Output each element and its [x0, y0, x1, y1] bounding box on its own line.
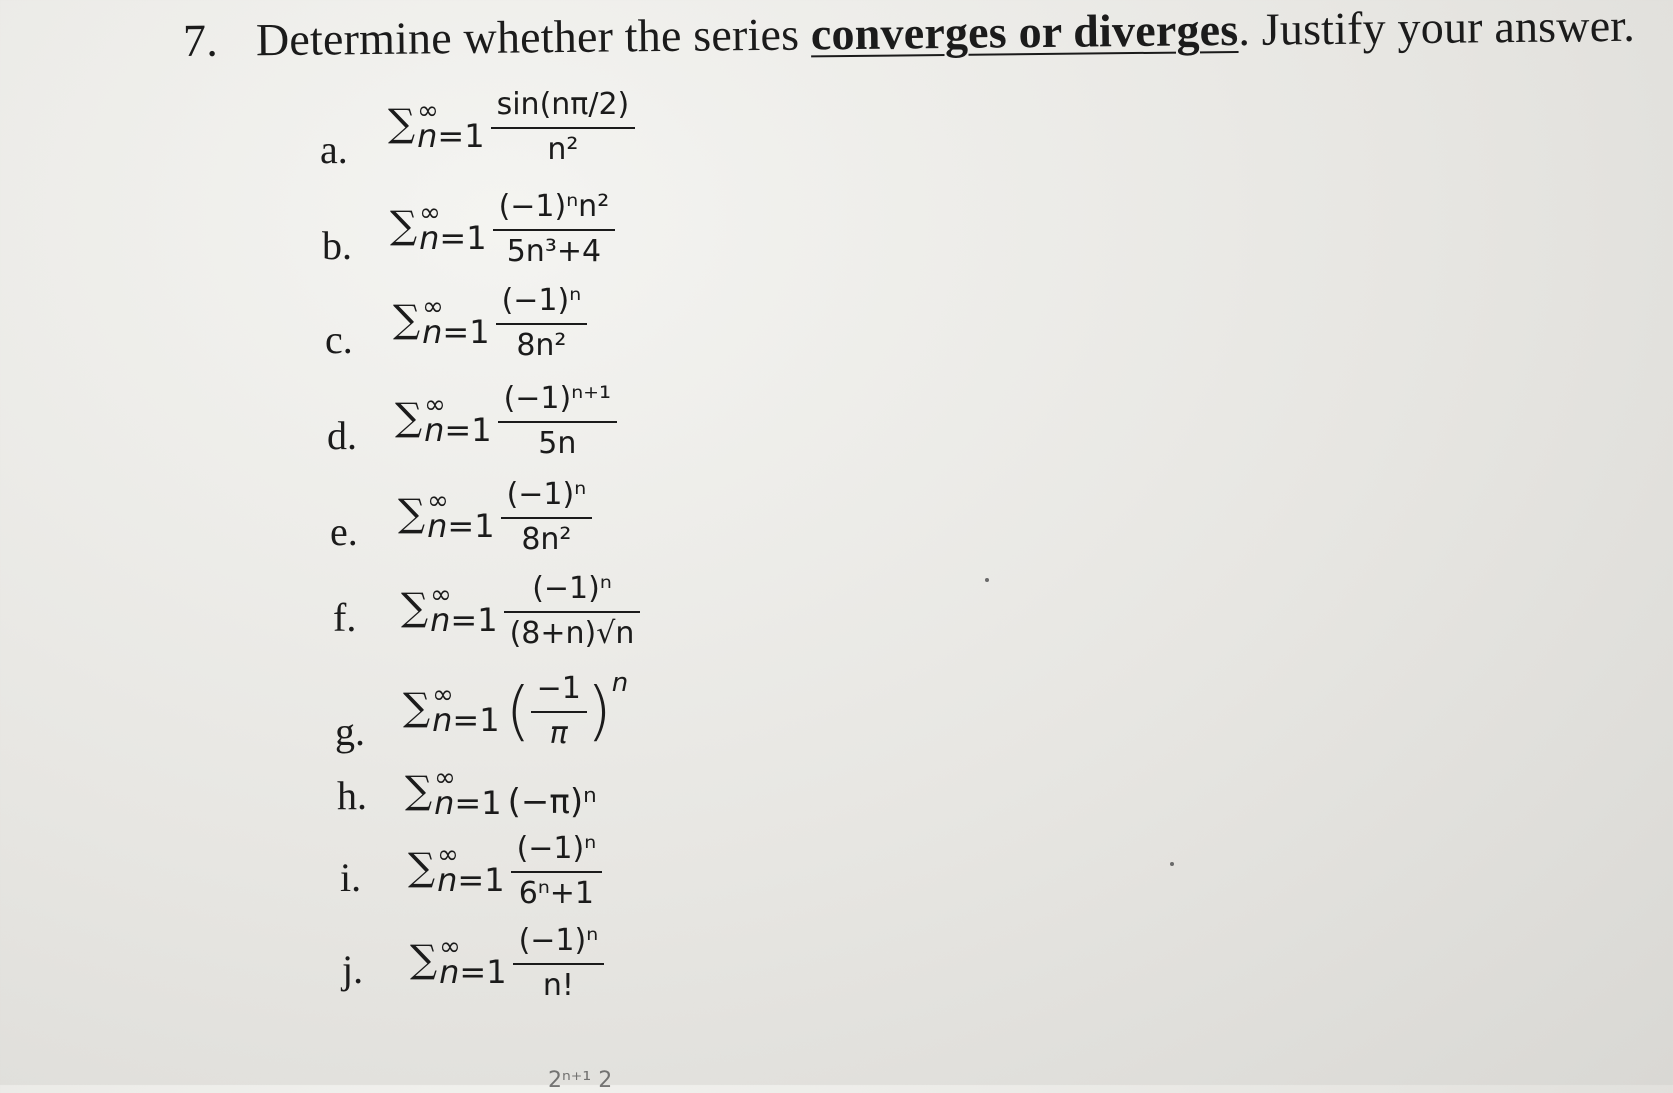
- denominator: 8n²: [521, 521, 572, 557]
- upper-limit: ∞: [432, 679, 454, 710]
- index-start: =1: [439, 218, 487, 257]
- sigma-symbol: ∑: [393, 296, 421, 341]
- index-var: n: [427, 506, 448, 545]
- question-prefix: Determine whether the series: [255, 8, 812, 66]
- denominator: 5n³+4: [506, 233, 602, 269]
- fraction: [496, 284, 588, 363]
- index-start: =1: [444, 410, 492, 449]
- sum-limits: [422, 291, 490, 351]
- series-expression: [398, 478, 592, 557]
- item-letter: f.: [333, 595, 357, 640]
- fraction: [501, 478, 593, 557]
- summation: [393, 291, 490, 351]
- sum-limits: [430, 579, 498, 639]
- series-expression: [390, 190, 615, 269]
- series-expression: [395, 382, 617, 461]
- denominator: π: [549, 715, 568, 751]
- series-expression: [408, 832, 602, 911]
- index-start: =1: [457, 860, 505, 899]
- index-start: =1: [447, 506, 495, 545]
- upper-limit: ∞: [430, 579, 452, 610]
- upper-limit: ∞: [427, 485, 449, 516]
- summation: [410, 931, 507, 991]
- fraction: [491, 88, 636, 167]
- right-paren: ): [586, 674, 612, 749]
- upper-limit: ∞: [439, 931, 461, 962]
- cutoff-text: 2ⁿ⁺¹ 2: [548, 1068, 613, 1093]
- sum-limits: [424, 389, 492, 449]
- upper-limit: ∞: [417, 95, 439, 126]
- sum-limits: [432, 679, 500, 739]
- sum-limits: [427, 485, 495, 545]
- sum-limits: [439, 931, 507, 991]
- series-expression: [393, 284, 587, 363]
- upper-limit: ∞: [437, 839, 459, 870]
- series-expression: [388, 88, 635, 167]
- lower-limit: [432, 700, 500, 739]
- sigma-symbol: ∑: [388, 100, 416, 145]
- summation: [398, 485, 495, 545]
- index-start: =1: [459, 952, 507, 991]
- series-expression: [401, 572, 640, 651]
- sigma-symbol: ∑: [390, 202, 418, 247]
- numerator: (−1)ⁿ: [516, 831, 597, 866]
- series-expression: [410, 924, 604, 1003]
- exponent: n: [611, 668, 629, 698]
- sigma-symbol: ∑: [401, 584, 429, 629]
- lower-limit: [422, 312, 490, 351]
- index-var: n: [432, 700, 453, 739]
- question-suffix: . Justify your answer.: [1238, 0, 1636, 55]
- sum-limits: [437, 839, 505, 899]
- summation: [395, 389, 492, 449]
- lower-limit: [417, 116, 485, 155]
- index-var: n: [424, 410, 445, 449]
- denominator: 6ⁿ+1: [518, 875, 595, 911]
- summation: [405, 763, 502, 822]
- summation: [408, 839, 505, 899]
- sigma-symbol: ∑: [395, 394, 423, 439]
- lower-limit: [427, 506, 495, 545]
- denominator: n!: [542, 967, 574, 1003]
- sum-limits: [417, 95, 485, 155]
- question-heading: [183, 0, 1636, 67]
- item-letter: j.: [342, 947, 364, 992]
- lower-limit: [434, 784, 502, 822]
- sigma-symbol: ∑: [408, 844, 436, 889]
- sigma-symbol: ∑: [405, 768, 433, 812]
- numerator: (−1)ⁿ⁺¹: [503, 381, 612, 416]
- numerator: (−1)ⁿ: [532, 571, 612, 606]
- lower-limit: [430, 600, 498, 639]
- numerator: −1: [536, 671, 581, 706]
- sigma-symbol: ∑: [398, 490, 426, 535]
- fraction: [531, 672, 587, 751]
- denominator: 5n: [538, 425, 577, 461]
- numerator: (−1)ⁿ: [506, 477, 587, 512]
- index-start: =1: [454, 784, 502, 822]
- index-var: n: [417, 116, 438, 155]
- question-emphasis: converges or diverges: [810, 3, 1239, 60]
- index-var: n: [430, 600, 451, 639]
- lower-limit: [439, 952, 507, 991]
- index-var: n: [434, 784, 455, 822]
- item-letter: h.: [337, 773, 367, 818]
- summation: [390, 197, 487, 257]
- sum-limits: [434, 763, 502, 822]
- sigma-symbol: ∑: [410, 936, 438, 981]
- numerator: sin(nπ/2): [496, 87, 630, 122]
- item-letter: a.: [320, 127, 348, 172]
- item-letter: e.: [330, 509, 358, 554]
- paper-speck: [1170, 862, 1174, 866]
- lower-limit: [419, 218, 487, 257]
- summation: [401, 579, 498, 639]
- series-expression: [405, 763, 597, 822]
- summation: [403, 679, 500, 739]
- denominator: n²: [547, 131, 579, 167]
- index-var: n: [422, 312, 443, 351]
- upper-limit: ∞: [422, 291, 444, 322]
- series-expression: [403, 668, 629, 751]
- sigma-symbol: ∑: [403, 684, 431, 729]
- fraction: [511, 832, 603, 911]
- upper-limit: ∞: [424, 389, 446, 420]
- numerator: (−1)ⁿn²: [498, 189, 610, 224]
- index-var: n: [437, 860, 458, 899]
- denominator: (8+n)√n: [509, 615, 635, 651]
- lower-limit: [437, 860, 505, 899]
- upper-limit: ∞: [434, 763, 456, 793]
- fraction: [513, 924, 605, 1003]
- item-letter: b.: [322, 223, 352, 268]
- fraction: [493, 190, 616, 269]
- lower-limit: [424, 410, 492, 449]
- fraction: [498, 382, 617, 461]
- paper-speck: [985, 578, 989, 582]
- index-var: n: [419, 218, 440, 257]
- index-start: =1: [442, 312, 490, 351]
- denominator: 8n²: [516, 327, 567, 363]
- sum-limits: [419, 197, 487, 257]
- index-var: n: [439, 952, 460, 991]
- index-start: =1: [437, 116, 485, 155]
- series-term: (−π)ⁿ: [507, 782, 597, 822]
- item-letter: d.: [327, 413, 357, 458]
- numerator: (−1)ⁿ: [518, 923, 599, 958]
- index-start: =1: [452, 700, 500, 739]
- fraction: [504, 572, 641, 651]
- numerator: (−1)ⁿ: [501, 283, 582, 318]
- item-letter: g.: [335, 709, 365, 754]
- left-paren: (: [505, 674, 531, 749]
- summation: [388, 95, 485, 155]
- question-number: 7.: [182, 14, 219, 66]
- index-start: =1: [450, 600, 498, 639]
- upper-limit: ∞: [419, 197, 441, 228]
- item-letter: i.: [340, 855, 362, 900]
- item-letter: c.: [325, 317, 353, 362]
